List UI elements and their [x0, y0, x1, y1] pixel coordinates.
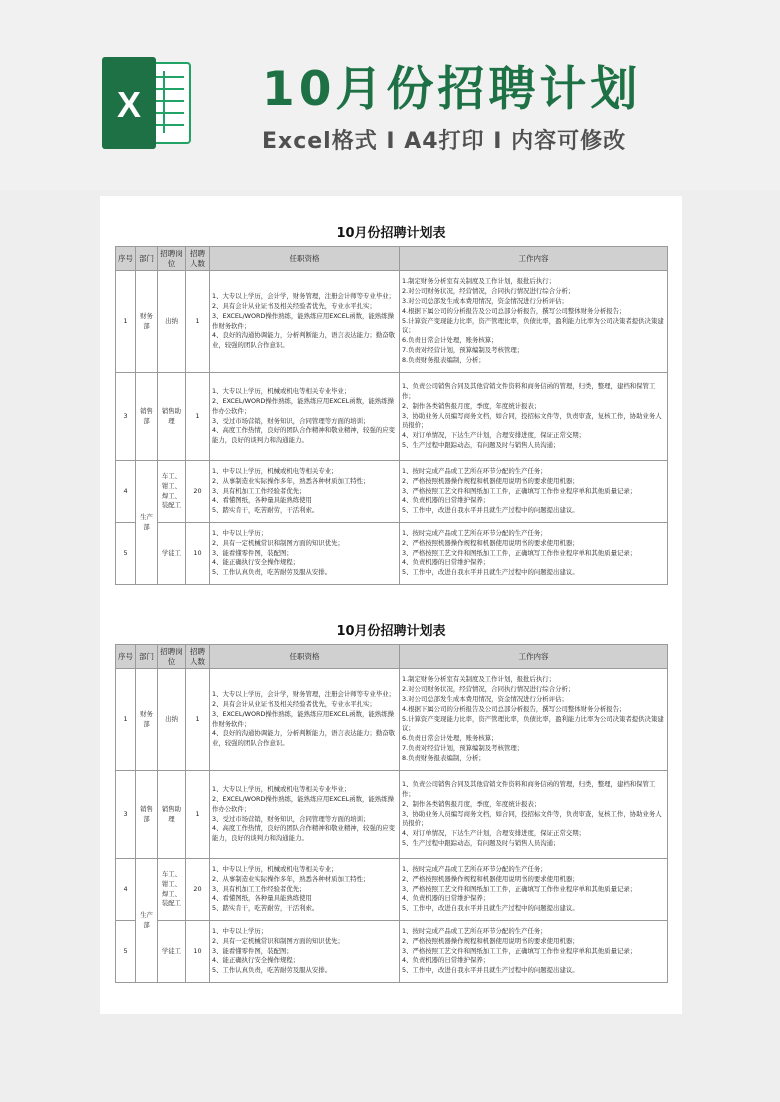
duty-line: 4.根据下属公司的分析报告及公司总部分析报告，撰写公司整体财务分析报告； [402, 704, 626, 713]
row-number: 1 [116, 669, 136, 771]
qualification-cell [210, 921, 400, 983]
duty-line: 1、按时完成产品或工艺所在环节分配的生产任务； [402, 528, 547, 537]
duty-line: 1.制定财务分析室有关制度及工作计划，报批后执行； [402, 276, 556, 285]
qualification-line: 3、具有机加工工作经验者优先； [212, 884, 306, 893]
duty-line: 3、协助业务人员编写商务文档，如合同，投招标文件等，负责审查，复核工作，协助业务人员报价； [402, 411, 662, 430]
duty-cell [400, 373, 668, 461]
qualification-cell [210, 373, 400, 461]
duty-line: 3、协助业务人员编写商务文档，如合同，投招标文件等，负责审查，复核工作，协助业务人员报价； [402, 809, 662, 828]
qualification-line: 2、从事制造业实际操作多年，熟悉各种材质加工特性； [212, 874, 370, 883]
table-row [116, 921, 668, 983]
position-cell: 车工、钳工、焊工、装配工 [158, 859, 186, 921]
page-subtitle: Excel格式 Ⅰ A4打印 Ⅰ 内容可修改 [262, 129, 627, 154]
department-cell: 生产部 [136, 461, 158, 585]
duty-line: 1.制定财务分析室有关制度及工作计划，报批后执行； [402, 674, 556, 683]
qualification-cell [210, 771, 400, 859]
headcount-cell: 1 [186, 373, 210, 461]
duty-line: 3、严格按照工艺文件和图纸加工工件，正确填写工作作业程序单和其他质量记录； [402, 946, 637, 955]
duty-line: 5.计算资产变现能力比率，资产管理比率，负债比率，盈利能力比率为公司决策者提供决策建议； [402, 714, 664, 733]
duty-line: 1、按时完成产品或工艺所在环节分配的生产任务； [402, 926, 547, 935]
duty-line: 4、负责机器的日常维护保养； [402, 558, 490, 567]
excel-logo-icon [100, 55, 192, 151]
page-title: 10月份招聘计划 [262, 62, 642, 117]
qualification-line: 1、中专以上学历，机械或机电等相关专业； [212, 466, 338, 475]
qualification-line: 5、踏实肯干，吃苦耐劳，干活利索。 [212, 506, 319, 515]
duty-line: 2、严格按照机器操作规程和机器使用说明书的要求使用机器； [402, 538, 579, 547]
duty-line: 6.负责日常会计处理，账务核算； [402, 336, 498, 345]
table-row [116, 771, 668, 859]
table-row [116, 523, 668, 585]
table-row [116, 373, 668, 461]
duty-line: 4、对订单情况，下达生产计划，合理安排进度，保证正常交期； [402, 829, 586, 838]
qualification-cell [210, 859, 400, 921]
row-number: 3 [116, 373, 136, 461]
qualification-line: 2、EXCEL/WORD操作熟练，能熟练应用EXCEL函数，能熟练操作办公软件； [212, 396, 394, 415]
qualification-line: 2、EXCEL/WORD操作熟练，能熟练应用EXCEL函数，能熟练操作办公软件； [212, 794, 394, 813]
qualification-line: 4、高度工作热情，良好的团队合作精神和敬业精神，较强的应变能力，良好的谈判力和沟通能力。 [212, 824, 396, 843]
table-row [116, 461, 668, 523]
duty-line: 4、负责机器的日常维护保养； [402, 496, 490, 505]
recruitment-table [115, 644, 668, 983]
duty-cell [400, 859, 668, 921]
table-row [116, 859, 668, 921]
duty-line: 1、按时完成产品或工艺所在环节分配的生产任务； [402, 466, 547, 475]
qualification-line: 3、受过市场营销，财务知识，合同管理等方面的培训； [212, 416, 370, 425]
table-row [116, 271, 668, 373]
position-cell: 学徒工 [158, 921, 186, 983]
duty-cell [400, 523, 668, 585]
duty-line: 2.对公司财务状况，经营情况，合同执行情况进行综合分析； [402, 286, 575, 295]
svg-text:X: X [116, 84, 142, 125]
row-number: 4 [116, 461, 136, 523]
column-header: 招聘岗位 [158, 645, 186, 669]
row-number: 3 [116, 771, 136, 859]
duty-line: 4、负责机器的日常维护保养； [402, 956, 490, 965]
duty-line: 2、严格按照机器操作规程和机器使用说明书的要求使用机器； [402, 936, 579, 945]
qualification-line: 5、工作认真负责，吃苦耐劳及服从安排。 [212, 966, 332, 975]
column-header: 招聘人数 [186, 645, 210, 669]
qualification-line: 3、受过市场营销，财务知识，合同管理等方面的培训； [212, 814, 370, 823]
qualification-line: 2、具有会计从业证书及相关经验者优先，专业水平扎实； [212, 699, 376, 708]
duty-line: 4、负责机器的日常维护保养； [402, 894, 490, 903]
qualification-line: 4、能正确执行安全操作规程； [212, 956, 300, 965]
position-cell: 学徒工 [158, 523, 186, 585]
duty-line: 1、负责公司销售合同及其他营销文件资料和商务信函的管理，归类，整理，建档和保管工作； [402, 779, 656, 798]
qualification-line: 1、大专以上学历，会计学，财务管理，注册会计师等专业毕业； [212, 689, 396, 698]
qualification-line: 1、中专以上学历，机械或机电等相关专业； [212, 864, 338, 873]
duty-cell [400, 669, 668, 771]
position-cell: 车工、钳工、焊工、装配工 [158, 461, 186, 523]
position-cell: 销售助理 [158, 373, 186, 461]
qualification-line: 3、能看懂零件图，装配图； [212, 548, 293, 557]
qualification-line: 1、大专以上学历，会计学，财务管理，注册会计师等专业毕业； [212, 291, 396, 300]
qualification-line: 3、EXCEL/WORD操作熟练，能熟练应用EXCEL函数，能熟练操作财务软件； [212, 311, 394, 330]
column-header: 任职资格 [210, 645, 400, 669]
duty-line: 8.负责财务报表编制，分析； [402, 754, 485, 763]
qualification-line: 4、能正确执行安全操作规程； [212, 558, 300, 567]
table-header-row [116, 247, 668, 271]
duty-cell [400, 461, 668, 523]
duty-line: 5、工作中，改进自我水平并且就生产过程中的问题提出建议。 [402, 506, 579, 515]
department-cell: 销售部 [136, 771, 158, 859]
column-header: 序号 [116, 645, 136, 669]
duty-cell [400, 271, 668, 373]
duty-line: 5.计算资产变现能力比率，资产管理比率，负债比率，盈利能力比率为公司决策者提供决策建议； [402, 316, 664, 335]
department-cell: 销售部 [136, 373, 158, 461]
qualification-line: 1、大专以上学历，机械或机电等相关专业毕业； [212, 784, 351, 793]
column-header: 部门 [136, 247, 158, 271]
qualification-line: 5、踏实肯干，吃苦耐劳，干活利索。 [212, 904, 319, 913]
headcount-cell: 1 [186, 271, 210, 373]
qualification-cell [210, 271, 400, 373]
column-header: 序号 [116, 247, 136, 271]
row-number: 5 [116, 523, 136, 585]
qualification-line: 2、从事制造业实际操作多年，熟悉各种材质加工特性； [212, 476, 370, 485]
qualification-line: 3、EXCEL/WORD操作熟练，能熟练应用EXCEL函数，能熟练操作财务软件； [212, 709, 394, 728]
qualification-line: 2、具有会计从业证书及相关经验者优先，专业水平扎实； [212, 301, 376, 310]
headcount-cell: 1 [186, 669, 210, 771]
duty-line: 7.负责对经营计划，预算编制及考核管理； [402, 744, 524, 753]
column-header: 工作内容 [400, 247, 668, 271]
department-cell: 财务部 [136, 271, 158, 373]
duty-line: 3、严格按照工艺文件和图纸加工工件，正确填写工作作业程序单和其他质量记录； [402, 884, 637, 893]
duty-line: 2、严格按照机器操作规程和机器使用说明书的要求使用机器； [402, 874, 579, 883]
qualification-cell [210, 669, 400, 771]
column-header: 招聘人数 [186, 247, 210, 271]
department-cell: 财务部 [136, 669, 158, 771]
duty-line: 8.负责财务报表编制，分析； [402, 356, 485, 365]
qualification-line: 4、看懂图纸，各种量具能熟练使用 [212, 496, 312, 505]
duty-line: 7.负责对经营计划，预算编制及考核管理； [402, 346, 524, 355]
duty-line: 1、负责公司销售合同及其他营销文件资料和商务信函的管理，归类，整理，建档和保管工作； [402, 381, 656, 400]
document-sheet [100, 196, 682, 1014]
position-cell: 出纳 [158, 271, 186, 373]
row-number: 1 [116, 271, 136, 373]
duty-line: 3、严格按照工艺文件和图纸加工工件，正确填写工作作业程序单和其他质量记录； [402, 486, 637, 495]
duty-line: 5、生产过程中跟踪动态，有问题及时与销售人员沟通； [402, 839, 560, 848]
row-number: 5 [116, 921, 136, 983]
column-header: 部门 [136, 645, 158, 669]
position-cell: 销售助理 [158, 771, 186, 859]
qualification-line: 4、高度工作热情，良好的团队合作精神和敬业精神，较强的应变能力，良好的谈判力和沟通能力。 [212, 426, 396, 445]
duty-line: 6.负责日常会计处理，账务核算； [402, 734, 498, 743]
qualification-line: 4、良好的沟通协调能力，分析判断能力，语言表达能力；勤奋敬业，较强的团队合作意识。 [212, 729, 396, 748]
qualification-line: 2、具有一定机械常识和制图方面的知识优先； [212, 538, 344, 547]
banner [0, 0, 780, 190]
qualification-line: 4、良好的沟通协调能力，分析判断能力，语言表达能力；勤奋敬业，较强的团队合作意识。 [212, 331, 396, 350]
column-header: 招聘岗位 [158, 247, 186, 271]
qualification-line: 1、中专以上学历； [212, 528, 268, 537]
duty-line: 4.根据下属公司的分析报告及公司总部分析报告，撰写公司整体财务分析报告； [402, 306, 626, 315]
headcount-cell: 20 [186, 859, 210, 921]
qualification-line: 2、具有一定机械常识和制图方面的知识优先； [212, 936, 344, 945]
headcount-cell: 20 [186, 461, 210, 523]
recruitment-table [115, 246, 668, 585]
qualification-line: 3、具有机加工工作经验者优先； [212, 486, 306, 495]
qualification-cell [210, 461, 400, 523]
headcount-cell: 10 [186, 921, 210, 983]
table-title: 10月份招聘计划表 [336, 624, 446, 639]
qualification-line: 3、能看懂零件图，装配图； [212, 946, 293, 955]
duty-cell [400, 771, 668, 859]
table-title: 10月份招聘计划表 [336, 226, 446, 241]
table-header-row [116, 645, 668, 669]
duty-line: 3、严格按照工艺文件和图纸加工工件，正确填写工作作业程序单和其他质量记录； [402, 548, 637, 557]
duty-line: 3.对公司总部发生成本费用情况，资金情况进行分析评估； [402, 296, 568, 305]
duty-line: 2、制作各类销售报月度，季度，年度统计报表； [402, 401, 541, 410]
duty-line: 3.对公司总部发生成本费用情况，资金情况进行分析评估； [402, 694, 568, 703]
qualification-line: 1、中专以上学历； [212, 926, 268, 935]
duty-cell [400, 921, 668, 983]
row-number: 4 [116, 859, 136, 921]
qualification-line: 4、看懂图纸，各种量具能熟练使用 [212, 894, 312, 903]
duty-line: 4、对订单情况，下达生产计划，合理安排进度，保证正常交期； [402, 431, 586, 440]
duty-line: 1、按时完成产品或工艺所在环节分配的生产任务； [402, 864, 547, 873]
duty-line: 2.对公司财务状况，经营情况，合同执行情况进行综合分析； [402, 684, 575, 693]
duty-line: 5、工作中，改进自我水平并且就生产过程中的问题提出建议。 [402, 568, 579, 577]
column-header: 任职资格 [210, 247, 400, 271]
headcount-cell: 10 [186, 523, 210, 585]
duty-line: 5、工作中，改进自我水平并且就生产过程中的问题提出建议。 [402, 904, 579, 913]
position-cell: 出纳 [158, 669, 186, 771]
qualification-line: 1、大专以上学历，机械或机电等相关专业毕业； [212, 386, 351, 395]
department-cell: 生产部 [136, 859, 158, 983]
qualification-line: 5、工作认真负责，吃苦耐劳及服从安排。 [212, 568, 332, 577]
headcount-cell: 1 [186, 771, 210, 859]
table-row [116, 669, 668, 771]
duty-line: 5、生产过程中跟踪动态，有问题及时与销售人员沟通； [402, 441, 560, 450]
column-header: 工作内容 [400, 645, 668, 669]
duty-line: 2、制作各类销售报月度，季度，年度统计报表； [402, 799, 541, 808]
duty-line: 5、工作中，改进自我水平并且就生产过程中的问题提出建议。 [402, 966, 579, 975]
qualification-cell [210, 523, 400, 585]
duty-line: 2、严格按照机器操作规程和机器使用说明书的要求使用机器； [402, 476, 579, 485]
